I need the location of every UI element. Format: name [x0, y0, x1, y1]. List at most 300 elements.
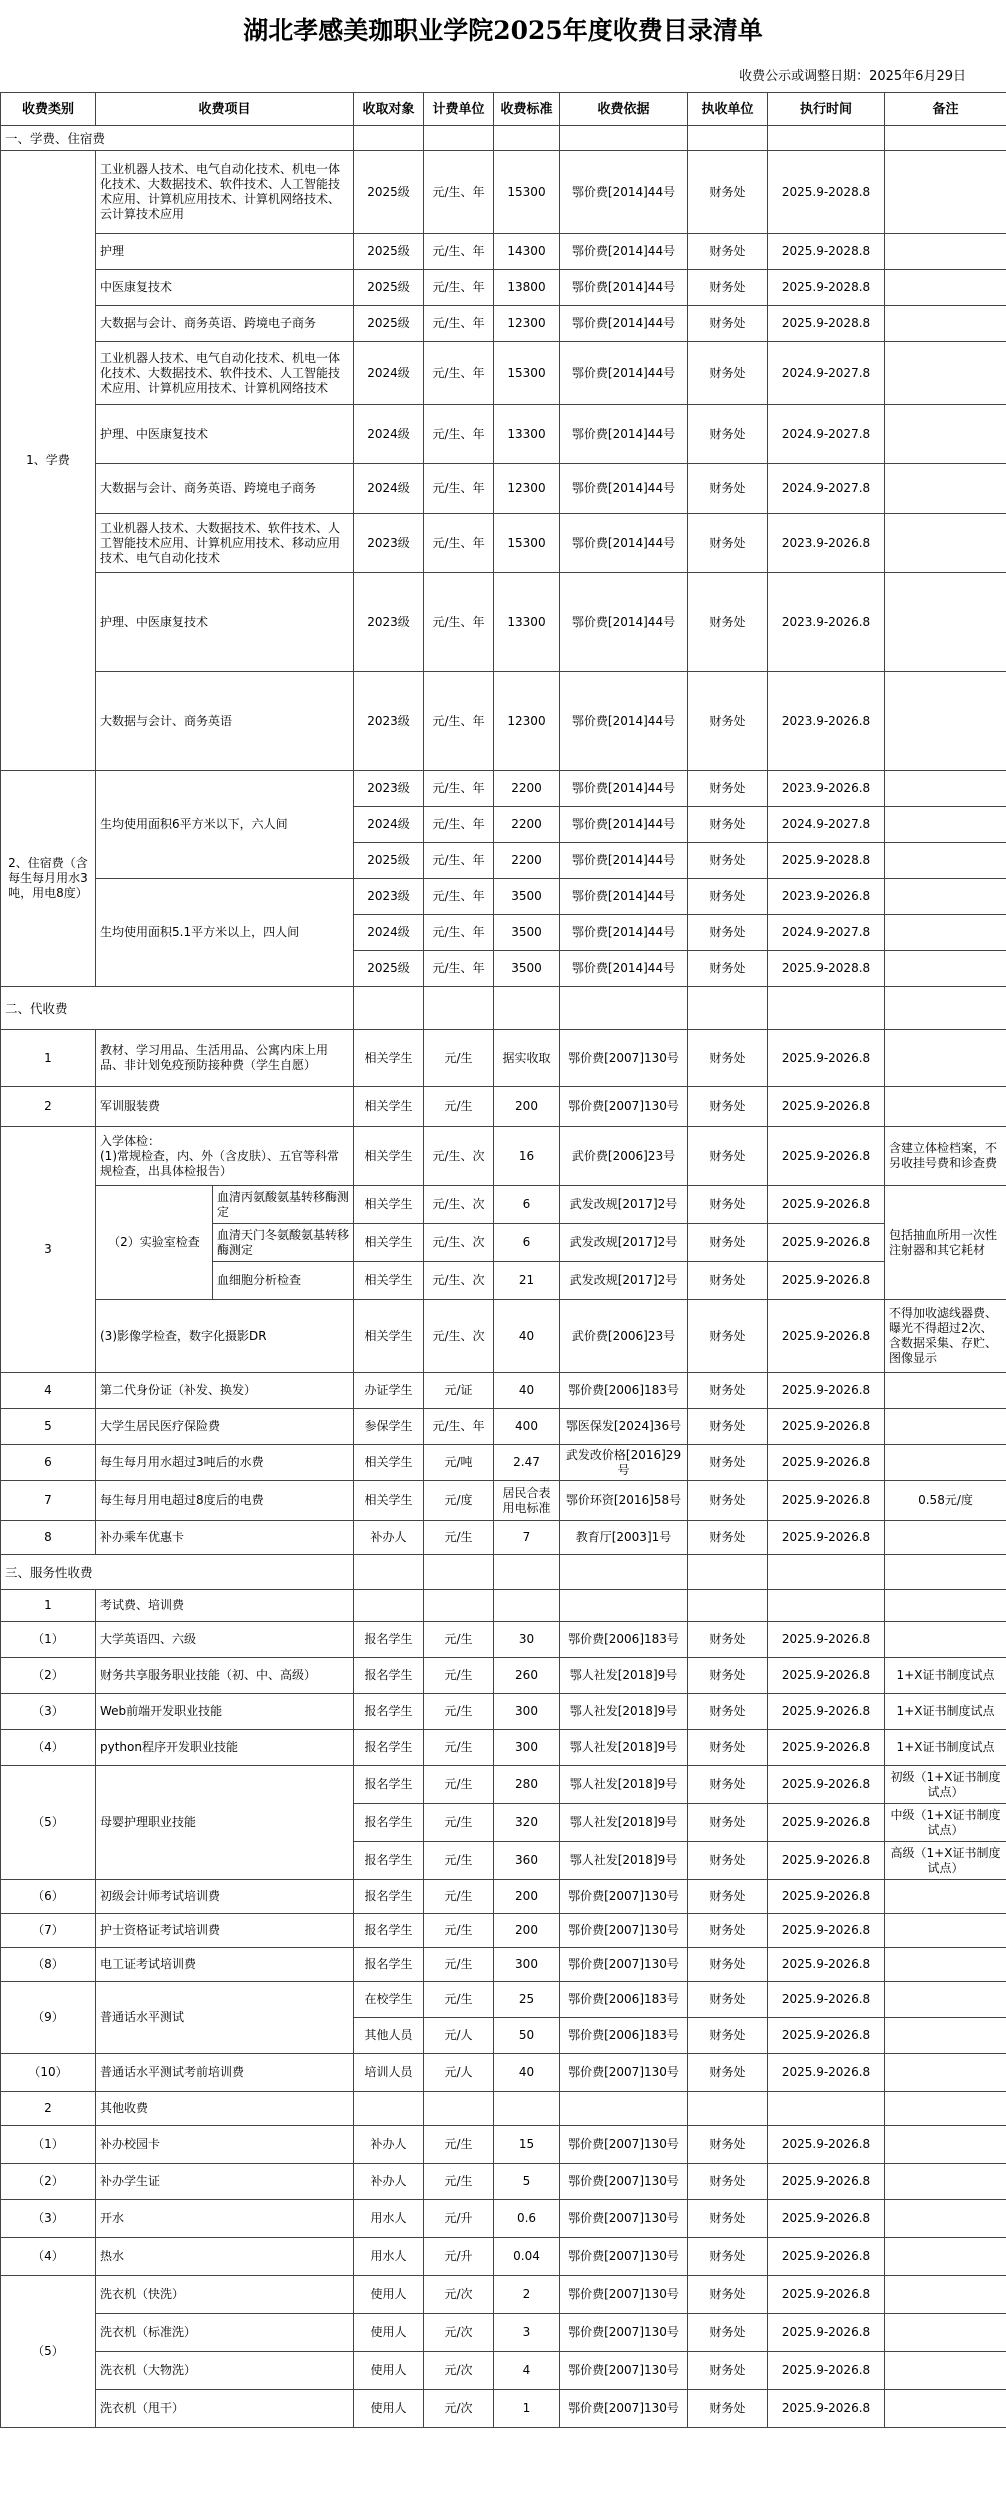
table-cell: 财务处 [688, 1658, 768, 1694]
table-cell: 1 [1, 1030, 96, 1087]
table-cell: 财务处 [688, 1766, 768, 1804]
table-cell [885, 464, 1006, 514]
table-cell: 用水人 [354, 2238, 424, 2276]
table-cell [885, 771, 1006, 807]
table-cell: Web前端开发职业技能 [96, 1694, 354, 1730]
table-cell: 洗衣机（标准洗） [96, 2314, 354, 2352]
table-cell: 元/升 [424, 2238, 494, 2276]
table-cell: 元/人 [424, 2018, 494, 2054]
table-cell: 40 [494, 2054, 560, 2092]
table-cell: 鄂价费[2014]44号 [560, 573, 688, 672]
table-cell: （7） [1, 1914, 96, 1948]
table-cell: 生均使用面积5.1平方米以上，四人间 [96, 879, 354, 987]
table-cell: 360 [494, 1842, 560, 1880]
table-cell: 元/生、次 [424, 1127, 494, 1186]
table-cell: 2025.9-2026.8 [768, 2126, 885, 2164]
table-cell: 财务处 [688, 2314, 768, 2352]
table-cell [96, 1186, 354, 1300]
table-cell: 2023.9-2026.8 [768, 514, 885, 573]
table-row [1, 1521, 1006, 1555]
table-cell: 大数据与会计、商务英语、跨境电子商务 [96, 306, 354, 342]
table-cell: 2025.9-2026.8 [768, 1373, 885, 1409]
table-cell: 中医康复技术 [96, 270, 354, 306]
table-cell: 2.47 [494, 1445, 560, 1481]
table-cell: 元/生、年 [424, 573, 494, 672]
table-cell: 12300 [494, 464, 560, 514]
table-cell: 第二代身份证（补发、换发） [96, 1373, 354, 1409]
table-cell [885, 1445, 1006, 1481]
table-cell [885, 672, 1006, 771]
table-cell: （4） [1, 2238, 96, 2276]
table-cell: 鄂价费[2014]44号 [560, 915, 688, 951]
table-cell [885, 2314, 1006, 2352]
table-cell: 武发改价格[2016]29号 [560, 1445, 688, 1481]
table-cell: 财务处 [688, 234, 768, 270]
table-cell: 补办人 [354, 2126, 424, 2164]
table-cell: 2025.9-2026.8 [768, 1127, 885, 1186]
table-cell: 财务处 [688, 2054, 768, 2092]
table-row [1, 573, 1006, 672]
table-cell: 元/生 [424, 1030, 494, 1087]
table-cell: 2025.9-2026.8 [768, 2054, 885, 2092]
table-cell: 生均使用面积6平方米以下，六人间 [96, 771, 354, 879]
table-cell [885, 514, 1006, 573]
table-cell: 2024.9-2027.8 [768, 342, 885, 405]
table-cell: 财务处 [688, 1804, 768, 1842]
table-cell: 财务处 [688, 270, 768, 306]
table-row [1, 2164, 1006, 2200]
table-cell: 鄂价费[2006]183号 [560, 1622, 688, 1658]
table-cell: 6 [494, 1186, 560, 1224]
table-cell: 2023.9-2026.8 [768, 771, 885, 807]
table-cell: 鄂价费[2014]44号 [560, 342, 688, 405]
table-cell: 元/生、年 [424, 514, 494, 573]
table-cell: 鄂价费[2014]44号 [560, 807, 688, 843]
table-row [1, 1300, 1006, 1373]
table-cell: 12300 [494, 306, 560, 342]
group-row [1, 1590, 1006, 1622]
table-cell: 2023.9-2026.8 [768, 573, 885, 672]
table-cell: 鄂价费[2006]183号 [560, 2018, 688, 2054]
table-cell [885, 1087, 1006, 1127]
table-cell [885, 2164, 1006, 2200]
table-cell: 财务处 [688, 2352, 768, 2390]
table-cell: 2025.9-2026.8 [768, 1481, 885, 1521]
table-cell: 元/证 [424, 1373, 494, 1409]
table-cell: 元/生 [424, 1694, 494, 1730]
table-cell: (3)影像学检查，数字化摄影DR [96, 1300, 354, 1373]
table-cell [688, 1590, 768, 1622]
table-row [1, 2200, 1006, 2238]
table-cell: 40 [494, 1300, 560, 1373]
table-cell: 元/生 [424, 1658, 494, 1694]
table-cell [885, 1030, 1006, 1087]
table-cell: 鄂价费[2007]130号 [560, 2164, 688, 2200]
table-cell: 3500 [494, 951, 560, 987]
table-cell: 使用人 [354, 2352, 424, 2390]
table-cell: 武价费[2006]23号 [560, 1127, 688, 1186]
header-cell: 收取对象 [354, 93, 424, 126]
table-cell: 普通话水平测试 [96, 1982, 354, 2054]
table-cell: 2025.9-2026.8 [768, 1445, 885, 1481]
table-cell: 补办学生证 [96, 2164, 354, 2200]
table-cell: 护士资格证考试培训费 [96, 1914, 354, 1948]
table-cell: 武发改规[2017]2号 [560, 1224, 688, 1262]
table-cell: 2023级 [354, 514, 424, 573]
table-cell: 13300 [494, 573, 560, 672]
table-cell: 财务处 [688, 2200, 768, 2238]
table-cell: 2025.9-2026.8 [768, 2276, 885, 2314]
table-cell [885, 1622, 1006, 1658]
table-cell: 鄂价费[2007]130号 [560, 2276, 688, 2314]
table-cell [885, 126, 1006, 151]
table-cell: 2200 [494, 807, 560, 843]
table-cell: 相关学生 [354, 1445, 424, 1481]
table-cell: 元/生、年 [424, 1409, 494, 1445]
table-row [1, 1373, 1006, 1409]
table-cell: 2 [1, 2092, 96, 2126]
table-cell: 财务处 [688, 1262, 768, 1300]
table-cell: 200 [494, 1914, 560, 1948]
table-cell: 包括抽血所用一次性注射器和其它耗材 [885, 1186, 1006, 1300]
table-cell: 报名学生 [354, 1622, 424, 1658]
table-cell [885, 2276, 1006, 2314]
table-cell: 元/生 [424, 1880, 494, 1914]
table-cell: 2024级 [354, 915, 424, 951]
table-cell: 相关学生 [354, 1087, 424, 1127]
table-cell: 大数据与会计、商务英语 [96, 672, 354, 771]
table-cell [885, 1555, 1006, 1590]
table-cell: 母婴护理职业技能 [96, 1766, 354, 1880]
table-cell: 相关学生 [354, 1262, 424, 1300]
table-cell [424, 126, 494, 151]
table-cell: 2025.9-2026.8 [768, 1730, 885, 1766]
table-cell: 2025.9-2026.8 [768, 1766, 885, 1804]
table-cell: 元/生、年 [424, 306, 494, 342]
table-row [1, 879, 1006, 915]
table-row [1, 306, 1006, 342]
table-cell [885, 951, 1006, 987]
table-cell: 含建立体检档案，不另收挂号费和诊查费 [885, 1127, 1006, 1186]
table-cell [885, 1521, 1006, 1555]
table-cell: 2025.9-2026.8 [768, 1622, 885, 1658]
table-cell: 财务处 [688, 843, 768, 879]
table-cell: 2023.9-2026.8 [768, 672, 885, 771]
table-cell: 财务处 [688, 1224, 768, 1262]
section-title: 三、服务性收费 [1, 1555, 354, 1590]
table-cell [560, 126, 688, 151]
table-cell [424, 1590, 494, 1622]
table-cell: 元/生 [424, 1622, 494, 1658]
table-cell: 大数据与会计、商务英语、跨境电子商务 [96, 464, 354, 514]
table-cell: 报名学生 [354, 1948, 424, 1982]
table-cell: 大学生居民医疗保险费 [96, 1409, 354, 1445]
table-cell [354, 126, 424, 151]
table-cell: 使用人 [354, 2390, 424, 2428]
table-row [1, 1948, 1006, 1982]
table-cell: 300 [494, 1694, 560, 1730]
section-row [1, 987, 1006, 1030]
table-cell: 财务处 [688, 2164, 768, 2200]
table-cell: 使用人 [354, 2276, 424, 2314]
table-cell: 2025.9-2026.8 [768, 1409, 885, 1445]
table-cell [560, 1555, 688, 1590]
table-cell [424, 987, 494, 1030]
table-cell [885, 306, 1006, 342]
table-cell: 2025.9-2026.8 [768, 1658, 885, 1694]
table-cell: 1+X证书制度试点 [885, 1730, 1006, 1766]
table-cell: 元/生、次 [424, 1224, 494, 1262]
table-cell: 工业机器人技术、大数据技术、软件技术、人工智能技术应用、计算机应用技术、移动应用技术、电气自动化技术 [96, 514, 354, 573]
table-cell: 财务处 [688, 1030, 768, 1087]
table-row [1, 1730, 1006, 1766]
table-cell: 2025.9-2028.8 [768, 151, 885, 234]
table-cell [885, 987, 1006, 1030]
table-cell: 洗衣机（快洗） [96, 2276, 354, 2314]
table-cell: 2025级 [354, 306, 424, 342]
table-row [1, 270, 1006, 306]
table-cell: 300 [494, 1948, 560, 1982]
header-row [1, 93, 1006, 126]
table-cell: 鄂价费[2007]130号 [560, 2390, 688, 2428]
table-row [1, 2126, 1006, 2164]
table-cell: 元/生 [424, 1948, 494, 1982]
table-cell [354, 2092, 424, 2126]
table-cell: 报名学生 [354, 1658, 424, 1694]
table-cell [688, 1555, 768, 1590]
table-cell: 相关学生 [354, 1300, 424, 1373]
table-cell: 2024.9-2027.8 [768, 807, 885, 843]
table-cell: 2025.9-2026.8 [768, 1914, 885, 1948]
table-cell: 鄂价费[2007]130号 [560, 2200, 688, 2238]
table-cell: 元/生 [424, 1914, 494, 1948]
table-cell: 2025.9-2026.8 [768, 1030, 885, 1087]
table-cell: 元/生、年 [424, 879, 494, 915]
table-cell: 元/生 [424, 1766, 494, 1804]
table-cell: （3） [1, 2200, 96, 2238]
table-cell: 报名学生 [354, 1880, 424, 1914]
table-cell: 财务处 [688, 1948, 768, 1982]
table-cell: 报名学生 [354, 1730, 424, 1766]
table-cell: 初级（1+X证书制度试点） [885, 1766, 1006, 1804]
table-cell [885, 2018, 1006, 2054]
table-cell [494, 1590, 560, 1622]
table-cell: 鄂价费[2007]130号 [560, 1880, 688, 1914]
table-cell: 财务处 [688, 306, 768, 342]
table-cell: 4 [1, 1373, 96, 1409]
table-cell: 财务处 [688, 951, 768, 987]
table-cell: 2024级 [354, 807, 424, 843]
table-cell: 鄂人社发[2018]9号 [560, 1766, 688, 1804]
table-cell: 武发改规[2017]2号 [560, 1262, 688, 1300]
table-cell: 2025.9-2026.8 [768, 2164, 885, 2200]
table-cell: 其他收费 [96, 2092, 354, 2126]
table-cell: 14300 [494, 234, 560, 270]
table-cell: 洗衣机（甩干） [96, 2390, 354, 2428]
table-cell: 2025级 [354, 843, 424, 879]
table-row [1, 2314, 1006, 2352]
section-row [1, 1555, 1006, 1590]
table-cell: 鄂价费[2014]44号 [560, 771, 688, 807]
table-cell: 财务处 [688, 1842, 768, 1880]
table-cell: 每生每月用水超过3吨后的水费 [96, 1445, 354, 1481]
table-cell: 7 [494, 1521, 560, 1555]
table-cell: 大学英语四、六级 [96, 1622, 354, 1658]
table-cell: 2025.9-2028.8 [768, 951, 885, 987]
table-cell: 2 [1, 1087, 96, 1127]
table-cell: 财务处 [688, 879, 768, 915]
table-row [1, 2390, 1006, 2428]
table-cell: 鄂人社发[2018]9号 [560, 1804, 688, 1842]
table-cell: 2025.9-2026.8 [768, 1521, 885, 1555]
table-cell: 相关学生 [354, 1481, 424, 1521]
table-cell: 报名学生 [354, 1804, 424, 1842]
table-cell: 元/生 [424, 1804, 494, 1842]
table-cell: 不得加收滤线器费、曝光不得超过2次、含数据采集、存贮、图像显示 [885, 1300, 1006, 1373]
table-cell: 2023级 [354, 573, 424, 672]
table-cell: 5 [1, 1409, 96, 1445]
table-cell [885, 2238, 1006, 2276]
table-cell: 鄂价费[2007]130号 [560, 2126, 688, 2164]
table-cell: 财务处 [688, 1521, 768, 1555]
table-cell: 元/生、次 [424, 1262, 494, 1300]
table-cell: 50 [494, 2018, 560, 2054]
table-row [1, 771, 1006, 807]
table-cell: 血清天门冬氨酸氨基转移酶测定 [213, 1224, 354, 1262]
table-cell: 补办乘车优惠卡 [96, 1521, 354, 1555]
table-cell: 鄂价费[2014]44号 [560, 951, 688, 987]
table-cell: 财务处 [688, 1914, 768, 1948]
table-cell: 元/次 [424, 2390, 494, 2428]
table-cell: 2 [494, 2276, 560, 2314]
table-cell: （2） [1, 2164, 96, 2200]
table-cell: 鄂价费[2007]130号 [560, 1914, 688, 1948]
table-cell: 军训服装费 [96, 1087, 354, 1127]
header-cell: 收费标准 [494, 93, 560, 126]
table-cell: 2025.9-2026.8 [768, 1804, 885, 1842]
table-cell [885, 807, 1006, 843]
table-cell: 鄂价费[2007]130号 [560, 1948, 688, 1982]
table-cell: 财务处 [688, 1087, 768, 1127]
table-row [1, 1658, 1006, 1694]
table-cell: 在校学生 [354, 1982, 424, 2018]
table-cell: 320 [494, 1804, 560, 1842]
table-row [1, 1087, 1006, 1127]
table-cell: （1） [1, 1622, 96, 1658]
table-cell: 3 [1, 1127, 96, 1373]
table-cell: 元/生 [424, 1521, 494, 1555]
table-cell: 财务处 [688, 1186, 768, 1224]
table-cell: 鄂价费[2014]44号 [560, 306, 688, 342]
table-cell: 2025.9-2026.8 [768, 1982, 885, 2018]
header-cell: 收费类别 [1, 93, 96, 126]
table-cell [885, 2092, 1006, 2126]
table-cell: 8 [1, 1521, 96, 1555]
table-cell: （2） [1, 1658, 96, 1694]
table-cell: 3500 [494, 879, 560, 915]
table-row [1, 1914, 1006, 1948]
table-row [1, 1622, 1006, 1658]
table-cell [885, 2126, 1006, 2164]
table-cell: 2025.9-2026.8 [768, 1224, 885, 1262]
table-cell [768, 126, 885, 151]
table-cell [885, 1914, 1006, 1948]
table-cell: 鄂价费[2014]44号 [560, 270, 688, 306]
table-cell: 2025.9-2026.8 [768, 1087, 885, 1127]
table-cell: 2025.9-2026.8 [768, 2018, 885, 2054]
table-cell: 参保学生 [354, 1409, 424, 1445]
table-cell: 鄂价费[2007]130号 [560, 2314, 688, 2352]
table-cell: 2023级 [354, 672, 424, 771]
table-row [1, 464, 1006, 514]
table-cell: 报名学生 [354, 1694, 424, 1730]
table-cell [494, 126, 560, 151]
table-row [1, 1766, 1006, 1804]
table-cell: 30 [494, 1622, 560, 1658]
table-cell [494, 2092, 560, 2126]
table-cell: （3） [1, 1694, 96, 1730]
table-cell: 财务处 [688, 915, 768, 951]
table-cell: 鄂价环资[2016]58号 [560, 1481, 688, 1521]
table-cell: 元/生、年 [424, 807, 494, 843]
table-cell [885, 405, 1006, 464]
table-row [1, 1982, 1006, 2018]
table-row [1, 2238, 1006, 2276]
table-cell: （10） [1, 2054, 96, 2092]
table-cell: python程序开发职业技能 [96, 1730, 354, 1766]
table-cell [885, 1880, 1006, 1914]
section-title: 一、学费、住宿费 [1, 126, 354, 151]
table-cell: 260 [494, 1658, 560, 1694]
table-cell: 鄂价费[2014]44号 [560, 405, 688, 464]
table-cell: 财务处 [688, 1445, 768, 1481]
table-cell [885, 915, 1006, 951]
table-cell [768, 987, 885, 1030]
table-cell: （8） [1, 1948, 96, 1982]
table-cell: 鄂价费[2007]130号 [560, 2238, 688, 2276]
table-cell: （1） [1, 2126, 96, 2164]
table-cell [354, 1555, 424, 1590]
table-cell [885, 1948, 1006, 1982]
table-cell: 2025.9-2026.8 [768, 2352, 885, 2390]
category-cell: 2、住宿费（含每生每月用水3吨，用电8度） [1, 771, 96, 987]
table-cell: 2025级 [354, 151, 424, 234]
table-cell: 2025.9-2028.8 [768, 234, 885, 270]
category-cell: 1、学费 [1, 151, 96, 771]
table-cell: 元/度 [424, 1481, 494, 1521]
table-cell: （4） [1, 1730, 96, 1766]
table-cell: 2024.9-2027.8 [768, 915, 885, 951]
table-row [1, 151, 1006, 234]
table-cell [768, 2092, 885, 2126]
table-row [1, 514, 1006, 573]
table-cell: 办证学生 [354, 1373, 424, 1409]
table-cell: 元/生 [424, 1730, 494, 1766]
table-cell: 元/生、年 [424, 270, 494, 306]
table-cell: 鄂价费[2007]130号 [560, 1030, 688, 1087]
table-cell: 相关学生 [354, 1186, 424, 1224]
table-cell: 财务处 [688, 672, 768, 771]
table-cell: 0.04 [494, 2238, 560, 2276]
table-cell: 财务处 [688, 2018, 768, 2054]
table-cell [885, 270, 1006, 306]
table-cell: 2023级 [354, 771, 424, 807]
table-cell: 财务处 [688, 807, 768, 843]
section-title: 二、代收费 [1, 987, 354, 1030]
table-cell [424, 2092, 494, 2126]
table-cell: 2025.9-2028.8 [768, 270, 885, 306]
table-cell: 报名学生 [354, 1842, 424, 1880]
